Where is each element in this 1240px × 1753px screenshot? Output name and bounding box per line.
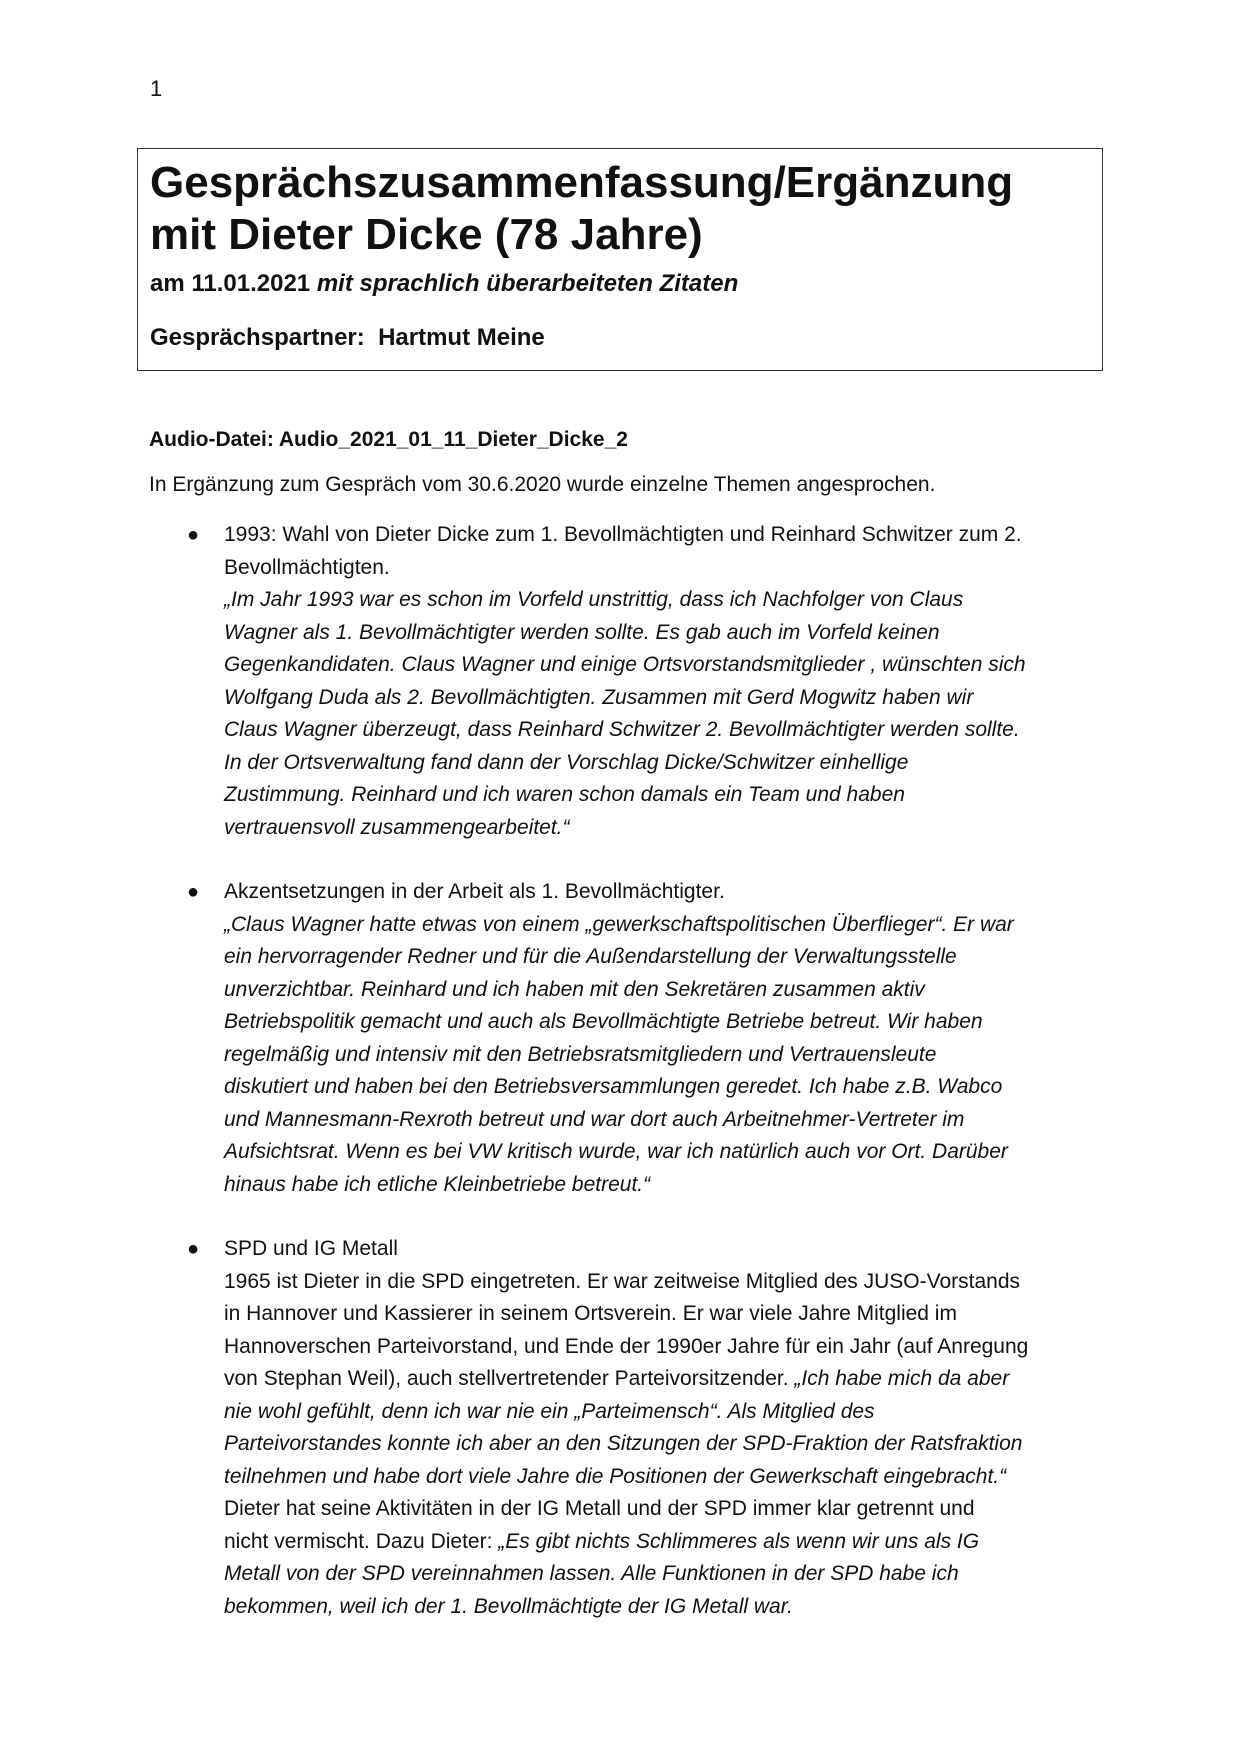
body-text: 1965 ist Dieter in die SPD eingetreten. Er war zeitweise Mitglied des JUSO-Vorstands [224, 1269, 1021, 1293]
topic-text-line [224, 1363, 1099, 1396]
interview-date: am 11.01.2021 [150, 270, 317, 297]
topic-text-line [224, 682, 1099, 715]
interview-partner: Gesprächspartner: Hartmut Meine [150, 324, 545, 351]
topic-item [149, 1233, 1099, 1623]
topic-text-line [224, 1233, 1099, 1266]
quote-text: Parteivorstandes konnte ich aber an den Sitzungen der SPD-Fraktion der Ratsfraktion [224, 1432, 1023, 1455]
topic-text-line [224, 1558, 1099, 1591]
audio-file-reference: Audio-Datei: Audio_2021_01_11_Dieter_Dicke_2 [149, 428, 628, 451]
topic-text-line [224, 779, 1099, 812]
topic-text-line [224, 812, 1099, 845]
topic-text-line [224, 1526, 1099, 1559]
topic-text-line [224, 747, 1099, 780]
topic-text-line [224, 909, 1099, 942]
quote-text: teilnehmen und habe dort viele Jahre die Positionen der Gewerkschaft eingebracht.“ [224, 1464, 1007, 1488]
topic-text-line [224, 519, 1099, 552]
body-text: Akzentsetzungen in der Arbeit als 1. Bevollmächtigter. [224, 880, 725, 903]
topic-text-line [224, 584, 1099, 617]
topic-text-line [224, 1461, 1099, 1494]
topic-text-line [224, 1396, 1099, 1429]
document-title-line-1: Gesprächszusammenfassung/Ergänzung [150, 158, 1014, 207]
quote-text: hinaus habe ich etliche Kleinbetriebe betreut.“ [224, 1172, 651, 1196]
topic-text-line [224, 876, 1099, 909]
quote-text: Wolfgang Duda als 2. Bevollmächtigten. Zusammen mit Gerd Mogwitz haben wir [224, 685, 974, 709]
quote-text: In der Ortsverwaltung fand dann der Vorschlag Dicke/Schwitzer einhellige [224, 750, 909, 774]
body-text: nicht vermischt. Dazu Dieter: [224, 1529, 499, 1553]
topic-text-line [224, 1104, 1099, 1137]
quote-text: Metall von der SPD vereinnahmen lassen. Alle Funktionen in der SPD habe ich [224, 1562, 959, 1585]
topic-item [149, 519, 1099, 844]
topic-text-line [224, 1298, 1099, 1331]
quote-text: Betriebspolitik gemacht und auch als Bevollmächtigte Betriebe betreut. Wir haben [224, 1010, 983, 1033]
quote-text: unverzichtbar. Reinhard und ich haben mit den Sekretären zusammen aktiv [224, 977, 925, 1001]
topic-text-line [224, 1266, 1099, 1299]
body-text: 1993: Wahl von Dieter Dicke zum 1. Bevollmächtigten und Reinhard Schwitzer zum 2. [224, 523, 1022, 546]
quote-text: Claus Wagner überzeugt, dass Reinhard Schwitzer 2. Bevollmächtigter werden sollte. [224, 718, 1020, 741]
quote-text: und Mannesmann-Rexroth betreut und war dort auch Arbeitnehmer-Vertreter im [224, 1107, 965, 1131]
topic-item [149, 876, 1099, 1201]
interview-date-line [150, 269, 1102, 299]
bullet-icon: ● [187, 1238, 200, 1260]
quote-text: bekommen, weil ich der 1. Bevollmächtigte der IG Metall war. [224, 1594, 793, 1618]
quote-text: „Ich habe mich da aber [794, 1367, 1010, 1390]
quote-text: ein hervorragender Redner und für die Außendarstellung der Verwaltungsstelle [224, 945, 957, 968]
quote-text: Wagner als 1. Bevollmächtigter werden sollte. Es gab auch im Vorfeld keinen [224, 620, 940, 644]
topic-text-line [224, 941, 1099, 974]
topic-text-line [224, 974, 1099, 1007]
bullet-icon: ● [187, 524, 200, 546]
quote-text: „Claus Wagner hatte etwas von einem „gewerkschaftspolitischen Überflieger“. Er war [224, 912, 1014, 936]
quote-text: „Es gibt nichts Schlimmeres als wenn wir uns als IG [498, 1529, 980, 1553]
document-body [149, 424, 1099, 1655]
topic-text-line [224, 1591, 1099, 1624]
quote-text: Gegenkandidaten. Claus Wagner und einige Ortsvorstandsmitglieder , wünschten sich [224, 653, 1026, 676]
quote-text: Zustimmung. Reinhard und ich waren schon damals ein Team und haben [224, 783, 905, 806]
topic-text-line [224, 1071, 1099, 1104]
body-text: Hannoverschen Parteivorstand, und Ende der 1990er Jahre für ein Jahr (auf Anregung [224, 1334, 1029, 1358]
intro-paragraph: In Ergänzung zum Gespräch vom 30.6.2020 wurde einzelne Themen angesprochen. [149, 472, 936, 496]
topic-text-line [224, 1006, 1099, 1039]
document-title-line-2: mit Dieter Dicke (78 Jahre) [150, 210, 703, 259]
topic-text-line [224, 1169, 1099, 1202]
quote-text: vertrauensvoll zusammengearbeitet.“ [224, 815, 570, 839]
body-text: SPD und IG Metall [224, 1237, 398, 1260]
topic-text-line [224, 1136, 1099, 1169]
body-text: in Hannover und Kassierer in seinem Ortsverein. Er war viele Jahre Mitglied im [224, 1302, 957, 1325]
page-number: 1 [150, 76, 163, 101]
quote-note: mit sprachlich überarbeiteten Zitaten [316, 270, 739, 297]
topic-text-line [224, 552, 1099, 585]
topic-text-line [224, 617, 1099, 650]
title-box [137, 148, 1103, 371]
quote-text: „Im Jahr 1993 war es schon im Vorfeld unstrittig, dass ich Nachfolger von Claus [224, 588, 964, 611]
topic-text-line [224, 1039, 1099, 1072]
topic-text-line [224, 714, 1099, 747]
body-text: Bevollmächtigten. [224, 555, 390, 579]
body-text: Dieter hat seine Aktivitäten in der IG Metall und der SPD immer klar getrennt und [224, 1497, 975, 1520]
topic-text-line [224, 1493, 1099, 1526]
bullet-icon: ● [187, 881, 200, 903]
quote-text: Aufsichtsrat. Wenn es bei VW kritisch wurde, war ich natürlich auch vor Ort. Darüber [224, 1140, 1008, 1163]
topic-text-line [224, 649, 1099, 682]
quote-text: nie wohl gefühlt, denn ich war nie ein „Parteimensch“. Als Mitglied des [224, 1399, 875, 1423]
quote-text: diskutiert und haben bei den Betriebsversammlungen geredet. Ich habe z.B. Wabco [224, 1075, 1003, 1098]
topic-list [149, 519, 1099, 1623]
quote-text: regelmäßig und intensiv mit den Betriebsratsmitgliedern und Vertrauensleute [224, 1042, 937, 1066]
body-text: von Stephan Weil), auch stellvertretender Parteivorsitzender. [224, 1367, 795, 1390]
topic-text-line [224, 1331, 1099, 1364]
topic-text-line [224, 1428, 1099, 1461]
